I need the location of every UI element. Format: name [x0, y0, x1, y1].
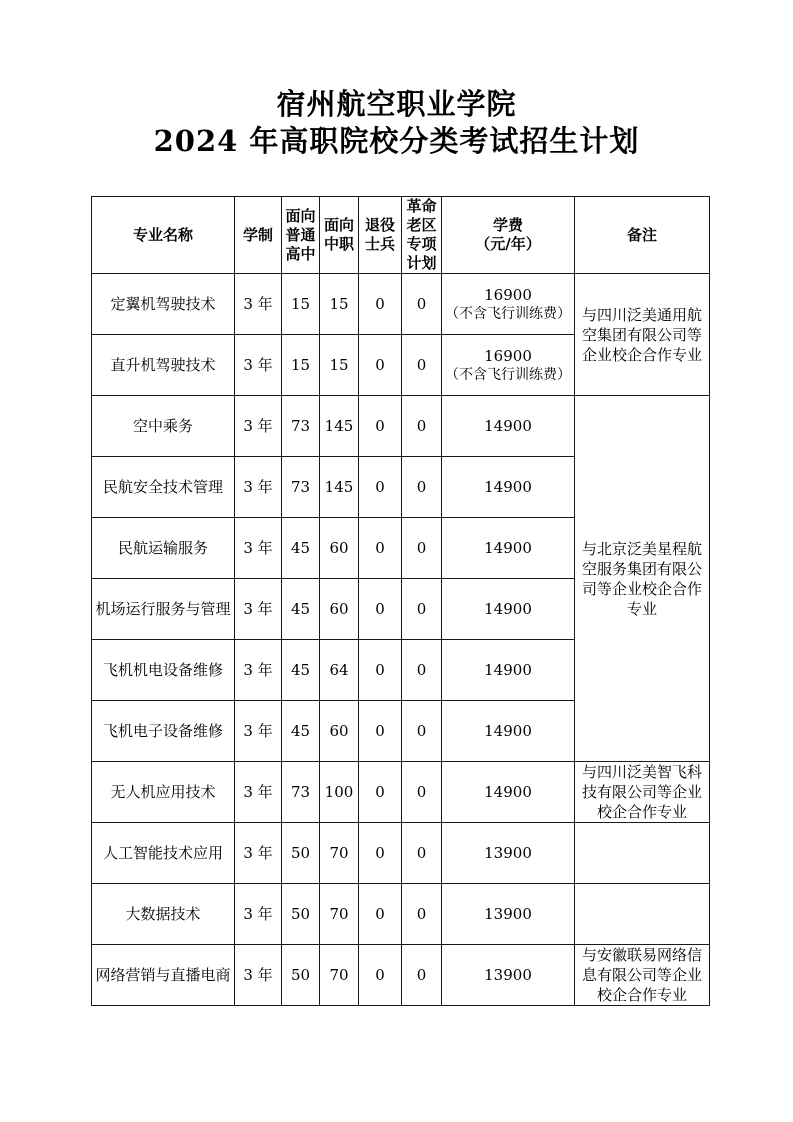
major-name-cell: 飞机电子设备维修: [92, 701, 235, 762]
remark-cell: 与安徽联易网络信息有限公司等企业校企合作专业: [575, 945, 710, 1006]
veteran-plan-cell: 0: [359, 457, 402, 518]
tuition-cell: [442, 884, 575, 945]
tuition-cell: [442, 823, 575, 884]
hs-plan-cell: 73: [282, 457, 320, 518]
major-name-cell: 直升机驾驶技术: [92, 335, 235, 396]
veteran-plan-cell: 0: [359, 579, 402, 640]
hs-plan-cell: 73: [282, 762, 320, 823]
duration-cell: 3 年: [235, 640, 282, 701]
oldarea-plan-cell: 0: [402, 701, 442, 762]
tuition-amount: 16900: [484, 285, 532, 304]
tuition-amount: 14900: [484, 783, 532, 801]
major-name-cell: 定翼机驾驶技术: [92, 274, 235, 335]
duration-cell: 3 年: [235, 823, 282, 884]
hs-plan-cell: 50: [282, 823, 320, 884]
hs-plan-cell: 50: [282, 884, 320, 945]
veteran-plan-cell: 0: [359, 823, 402, 884]
oldarea-plan-cell: 0: [402, 762, 442, 823]
duration-cell: 3 年: [235, 518, 282, 579]
voc-plan-cell: 15: [320, 335, 359, 396]
oldarea-plan-cell: 0: [402, 945, 442, 1006]
header-tuition-line1: 学费: [492, 216, 523, 234]
header-major: 专业名称: [92, 197, 235, 274]
oldarea-plan-cell: 0: [402, 457, 442, 518]
oldarea-plan-cell: 0: [402, 274, 442, 335]
duration-cell: 3 年: [235, 396, 282, 457]
table-row: [92, 274, 710, 335]
document-title: [0, 86, 793, 160]
veteran-plan-cell: 0: [359, 640, 402, 701]
major-name-cell: 飞机机电设备维修: [92, 640, 235, 701]
table-row: [92, 762, 710, 823]
header-remark: 备注: [575, 197, 710, 274]
major-name-cell: 机场运行服务与管理: [92, 579, 235, 640]
hs-plan-cell: 45: [282, 579, 320, 640]
tuition-cell: [442, 579, 575, 640]
oldarea-plan-cell: 0: [402, 335, 442, 396]
voc-plan-cell: 145: [320, 396, 359, 457]
voc-plan-cell: 145: [320, 457, 359, 518]
veteran-plan-cell: 0: [359, 396, 402, 457]
header-secondary-voc: 面向中职: [320, 197, 359, 274]
oldarea-plan-cell: 0: [402, 396, 442, 457]
voc-plan-cell: 60: [320, 701, 359, 762]
tuition-amount: 13900: [484, 905, 532, 923]
tuition-amount: 14900: [484, 661, 532, 679]
tuition-cell: [442, 396, 575, 457]
voc-plan-cell: 70: [320, 945, 359, 1006]
major-name-cell: 无人机应用技术: [92, 762, 235, 823]
table-row: [92, 823, 710, 884]
table-row: [92, 396, 710, 457]
hs-plan-cell: 45: [282, 518, 320, 579]
header-tuition: [442, 197, 575, 274]
duration-cell: 3 年: [235, 884, 282, 945]
table-row: [92, 945, 710, 1006]
remark-cell: [575, 823, 710, 884]
header-duration: 学制: [235, 197, 282, 274]
voc-plan-cell: 70: [320, 884, 359, 945]
veteran-plan-cell: 0: [359, 945, 402, 1006]
header-tuition-line2: （元/年）: [475, 235, 541, 253]
tuition-amount: 16900: [484, 346, 532, 365]
tuition-amount: 14900: [484, 539, 532, 557]
tuition-cell: [442, 701, 575, 762]
tuition-amount: 14900: [484, 722, 532, 740]
hs-plan-cell: 15: [282, 335, 320, 396]
veteran-plan-cell: 0: [359, 762, 402, 823]
tuition-cell: [442, 274, 575, 335]
major-name-cell: 网络营销与直播电商: [92, 945, 235, 1006]
voc-plan-cell: 60: [320, 579, 359, 640]
duration-cell: 3 年: [235, 335, 282, 396]
voc-plan-cell: 64: [320, 640, 359, 701]
tuition-amount: 13900: [484, 844, 532, 862]
enrollment-plan-table: [91, 196, 710, 1006]
oldarea-plan-cell: 0: [402, 518, 442, 579]
tuition-cell: [442, 762, 575, 823]
tuition-amount: 14900: [484, 600, 532, 618]
tuition-cell: [442, 335, 575, 396]
title-line-2: 2024 年高职院校分类考试招生计划: [153, 124, 640, 158]
duration-cell: 3 年: [235, 457, 282, 518]
duration-cell: 3 年: [235, 579, 282, 640]
remark-cell: [575, 884, 710, 945]
duration-cell: 3 年: [235, 274, 282, 335]
header-old-area-plan: 革命老区专项计划: [402, 197, 442, 274]
oldarea-plan-cell: 0: [402, 640, 442, 701]
major-name-cell: 民航安全技术管理: [92, 457, 235, 518]
table-row: [92, 884, 710, 945]
remark-cell: 与四川泛美通用航空集团有限公司等企业校企合作专业: [575, 274, 710, 396]
remark-cell: 与北京泛美星程航空服务集团有限公司等企业校企合作专业: [575, 396, 710, 762]
tuition-cell: [442, 945, 575, 1006]
tuition-cell: [442, 640, 575, 701]
tuition-amount: 14900: [484, 417, 532, 435]
veteran-plan-cell: 0: [359, 701, 402, 762]
tuition-cell: [442, 457, 575, 518]
tuition-cell: [442, 518, 575, 579]
voc-plan-cell: 60: [320, 518, 359, 579]
title-line-1: 宿州航空职业学院: [276, 87, 517, 121]
oldarea-plan-cell: 0: [402, 579, 442, 640]
duration-cell: 3 年: [235, 701, 282, 762]
tuition-amount: 14900: [484, 478, 532, 496]
remark-cell: 与四川泛美智飞科技有限公司等企业校企合作专业: [575, 762, 710, 823]
hs-plan-cell: 15: [282, 274, 320, 335]
veteran-plan-cell: 0: [359, 335, 402, 396]
veteran-plan-cell: 0: [359, 518, 402, 579]
duration-cell: 3 年: [235, 945, 282, 1006]
table-header-row: [92, 197, 710, 274]
tuition-note: （不含飞行训练费）: [445, 366, 571, 383]
major-name-cell: 大数据技术: [92, 884, 235, 945]
header-regular-hs: 面向普通高中: [282, 197, 320, 274]
voc-plan-cell: 15: [320, 274, 359, 335]
oldarea-plan-cell: 0: [402, 823, 442, 884]
oldarea-plan-cell: 0: [402, 884, 442, 945]
hs-plan-cell: 50: [282, 945, 320, 1006]
tuition-note: （不含飞行训练费）: [445, 305, 571, 322]
hs-plan-cell: 45: [282, 701, 320, 762]
major-name-cell: 空中乘务: [92, 396, 235, 457]
header-veterans: 退役士兵: [359, 197, 402, 274]
veteran-plan-cell: 0: [359, 884, 402, 945]
duration-cell: 3 年: [235, 762, 282, 823]
voc-plan-cell: 100: [320, 762, 359, 823]
major-name-cell: 民航运输服务: [92, 518, 235, 579]
major-name-cell: 人工智能技术应用: [92, 823, 235, 884]
hs-plan-cell: 73: [282, 396, 320, 457]
tuition-amount: 13900: [484, 966, 532, 984]
veteran-plan-cell: 0: [359, 274, 402, 335]
voc-plan-cell: 70: [320, 823, 359, 884]
hs-plan-cell: 45: [282, 640, 320, 701]
